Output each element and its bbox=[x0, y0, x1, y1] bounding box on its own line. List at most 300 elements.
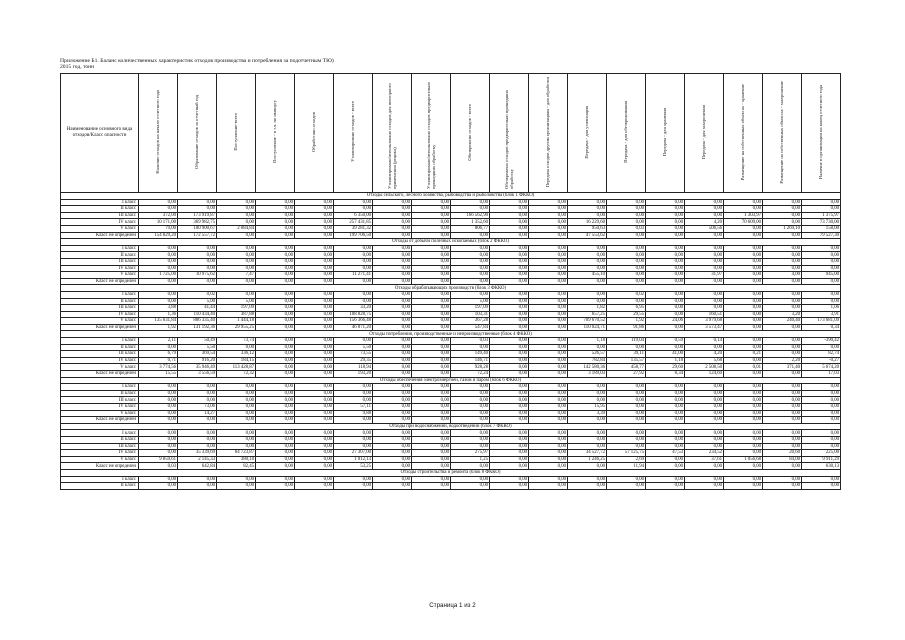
table-cell: 0,00 bbox=[139, 206, 178, 213]
table-cell: 50,49 bbox=[178, 338, 217, 345]
table-cell: 0,00 bbox=[724, 463, 763, 470]
table-cell: 0,00 bbox=[256, 212, 295, 219]
table-cell: 1,92 bbox=[607, 318, 646, 325]
table-cell: 0,00 bbox=[334, 430, 373, 437]
table-cell: 0,00 bbox=[334, 258, 373, 265]
table-cell: 73,74 bbox=[217, 338, 256, 345]
table-cell: 0,00 bbox=[412, 430, 451, 437]
table-cell: 0,00 bbox=[724, 265, 763, 272]
table-cell: 0,00 bbox=[373, 430, 412, 437]
table-cell: 0,00 bbox=[607, 212, 646, 219]
table-cell: 0,00 bbox=[451, 410, 490, 417]
table-cell: 0,00 bbox=[412, 324, 451, 331]
table-cell: 458,77 bbox=[607, 364, 646, 371]
table-cell: 0,00 bbox=[373, 311, 412, 318]
table-cell: 131 192,36 bbox=[178, 324, 217, 331]
table-cell: 0,00 bbox=[724, 272, 763, 279]
table-cell: 0,00 bbox=[490, 252, 529, 259]
table-cell: 1 352,60 bbox=[451, 219, 490, 226]
table-cell: 0,00 bbox=[763, 206, 802, 213]
table-row bbox=[61, 436, 841, 443]
table-cell: 0,00 bbox=[724, 245, 763, 252]
table-cell: 0,00 bbox=[178, 245, 217, 252]
table-row bbox=[61, 410, 841, 417]
table-cell: 0,00 bbox=[685, 463, 724, 470]
header-column-label: Наличие в организации на конец отчетного года bbox=[818, 84, 824, 179]
table-cell: 0,00 bbox=[334, 338, 373, 345]
table-cell: 0,00 bbox=[646, 436, 685, 443]
table-cell: 0,00 bbox=[685, 252, 724, 259]
table-cell: 1,18 bbox=[646, 357, 685, 364]
table-cell: 0,00 bbox=[295, 443, 334, 450]
table-cell: 0,00 bbox=[295, 219, 334, 226]
table-cell: 0,00 bbox=[334, 278, 373, 285]
table-cell: 0,00 bbox=[607, 232, 646, 239]
table-cell: 0,00 bbox=[451, 397, 490, 404]
table-cell: 197,09 bbox=[451, 305, 490, 312]
table-cell: 369 982,75 bbox=[178, 219, 217, 226]
table-cell: 0,00 bbox=[373, 371, 412, 378]
table-cell: 0,00 bbox=[646, 311, 685, 318]
header-column-3 bbox=[217, 74, 256, 193]
table-cell: 0,00 bbox=[373, 410, 412, 417]
table-cell: 0,00 bbox=[256, 278, 295, 285]
table-cell: 0,00 bbox=[802, 390, 841, 397]
table-cell: 0,34 bbox=[802, 324, 841, 331]
table-cell: 0,00 bbox=[490, 476, 529, 483]
table-cell: 0,00 bbox=[568, 278, 607, 285]
table-cell: 0,00 bbox=[178, 483, 217, 490]
table-cell: 0,00 bbox=[139, 278, 178, 285]
table-cell: 0,00 bbox=[373, 404, 412, 411]
section-title: Отходы обрабатывающих производств (блок 3 ФККО) bbox=[61, 285, 841, 292]
table-cell: 0,00 bbox=[607, 483, 646, 490]
table-cell: 0,00 bbox=[724, 450, 763, 457]
table-cell: 0,00 bbox=[607, 252, 646, 259]
table-cell: 0,00 bbox=[334, 265, 373, 272]
table-cell: 0,00 bbox=[451, 344, 490, 351]
header-column-label: Утилизировано отходов - всего bbox=[350, 101, 356, 163]
row-label: Класс не определен bbox=[61, 278, 139, 285]
table-cell: 0,00 bbox=[256, 305, 295, 312]
table-cell: 142 580,36 bbox=[568, 364, 607, 371]
table-cell: 0,00 bbox=[529, 344, 568, 351]
table-cell: 0,00 bbox=[685, 344, 724, 351]
table-cell: 0,00 bbox=[529, 436, 568, 443]
table-cell: 0,00 bbox=[373, 417, 412, 424]
table-cell: 0,00 bbox=[178, 417, 217, 424]
table-cell: 0,00 bbox=[607, 430, 646, 437]
table-cell: 35 946,49 bbox=[178, 364, 217, 371]
table-cell: 199 706,50 bbox=[334, 232, 373, 239]
table-cell: 0,00 bbox=[412, 417, 451, 424]
table-cell: 0,00 bbox=[412, 212, 451, 219]
table-cell: 2 145,33 bbox=[178, 456, 217, 463]
table-body bbox=[61, 193, 841, 490]
table-cell: 0,00 bbox=[685, 404, 724, 411]
header-column-label: Обработано отходов bbox=[311, 111, 317, 152]
table-cell: 6 350,00 bbox=[334, 212, 373, 219]
table-cell: 0,00 bbox=[490, 364, 529, 371]
table-cell: 0,00 bbox=[295, 450, 334, 457]
document-title bbox=[60, 58, 334, 71]
table-cell: 103,31 bbox=[451, 311, 490, 318]
table-cell: 0,00 bbox=[646, 476, 685, 483]
table-cell: 2 084,84 bbox=[217, 225, 256, 232]
section-title: Отходы потребления, производственные и непроизводственные (блок 4 ФККО) bbox=[61, 331, 841, 338]
table-cell: 945,00 bbox=[802, 272, 841, 279]
table-cell: 0,00 bbox=[373, 456, 412, 463]
table-cell: 113 428,87 bbox=[217, 364, 256, 371]
table-cell: 0,00 bbox=[529, 324, 568, 331]
row-label: I класс bbox=[61, 291, 139, 298]
table-cell: 149,40 bbox=[451, 351, 490, 358]
table-cell: 0,00 bbox=[724, 410, 763, 417]
row-label: II класс bbox=[61, 483, 139, 490]
table-row bbox=[61, 450, 841, 457]
table-row bbox=[61, 245, 841, 252]
table-cell: 916,20 bbox=[178, 357, 217, 364]
table-row bbox=[61, 463, 841, 470]
table-cell: 0,00 bbox=[802, 258, 841, 265]
table-cell: 234,52 bbox=[685, 450, 724, 457]
table-cell: 0,00 bbox=[646, 298, 685, 305]
table-cell: 0,00 bbox=[802, 298, 841, 305]
row-label: Класс не определен bbox=[61, 417, 139, 424]
table-cell: 0,00 bbox=[607, 397, 646, 404]
table-cell: 0,00 bbox=[412, 450, 451, 457]
table-cell: 0,00 bbox=[568, 265, 607, 272]
table-cell: 0,00 bbox=[763, 232, 802, 239]
table-cell: 0,00 bbox=[763, 265, 802, 272]
table-cell: 0,00 bbox=[646, 443, 685, 450]
table-cell: 9 859,61 bbox=[139, 456, 178, 463]
table-cell: 0,00 bbox=[295, 252, 334, 259]
table-cell: 0,00 bbox=[412, 476, 451, 483]
table-cell: 0,00 bbox=[412, 410, 451, 417]
table-cell: 0,00 bbox=[412, 298, 451, 305]
table-cell: 0,00 bbox=[256, 252, 295, 259]
table-cell: 0,00 bbox=[646, 232, 685, 239]
table-cell: 0,00 bbox=[295, 265, 334, 272]
table-cell: 0,00 bbox=[256, 291, 295, 298]
table-cell: 0,00 bbox=[451, 291, 490, 298]
table-cell: 0,00 bbox=[412, 404, 451, 411]
table-cell: 0,00 bbox=[139, 384, 178, 391]
header-column-7 bbox=[373, 74, 412, 193]
table-cell: -0,27 bbox=[802, 357, 841, 364]
table-cell: 0,00 bbox=[490, 225, 529, 232]
table-cell: 0,00 bbox=[568, 206, 607, 213]
table-cell: 0,00 bbox=[763, 338, 802, 345]
table-cell: 0,00 bbox=[295, 232, 334, 239]
table-cell: 4,20 bbox=[685, 219, 724, 226]
table-cell: 0,00 bbox=[334, 417, 373, 424]
title-line-2: 2015 год, тонн bbox=[60, 64, 95, 71]
table-cell: 0,00 bbox=[490, 390, 529, 397]
table-cell: 0,00 bbox=[568, 483, 607, 490]
table-cell: 0,00 bbox=[724, 483, 763, 490]
table-cell: 0,00 bbox=[256, 404, 295, 411]
table-cell: 0,00 bbox=[685, 417, 724, 424]
table-cell: 0,00 bbox=[373, 219, 412, 226]
table-cell: 0,00 bbox=[646, 324, 685, 331]
table-cell: 100 900,67 bbox=[178, 225, 217, 232]
table-cell: 526,57 bbox=[568, 351, 607, 358]
table-cell: 0,00 bbox=[217, 206, 256, 213]
table-cell: 0,00 bbox=[139, 258, 178, 265]
table-cell: 0,00 bbox=[490, 456, 529, 463]
table-cell: 0,00 bbox=[334, 390, 373, 397]
table-cell: 0,00 bbox=[256, 357, 295, 364]
row-label: III класс bbox=[61, 305, 139, 312]
table-cell: 0,00 bbox=[412, 245, 451, 252]
table-cell: 0,00 bbox=[334, 298, 373, 305]
table-cell: 0,00 bbox=[802, 430, 841, 437]
header-column-12 bbox=[568, 74, 607, 193]
table-cell: 9,88 bbox=[334, 410, 373, 417]
table-cell: 950,63 bbox=[568, 225, 607, 232]
table-cell: 4,00 bbox=[763, 272, 802, 279]
table-cell: 0,00 bbox=[490, 258, 529, 265]
table-cell: 709 670,52 bbox=[568, 318, 607, 325]
table-cell: 0,00 bbox=[802, 404, 841, 411]
header-column-6 bbox=[334, 74, 373, 193]
table-cell: 0,00 bbox=[724, 318, 763, 325]
row-label: III класс bbox=[61, 443, 139, 450]
table-cell: 0,00 bbox=[685, 476, 724, 483]
table-cell: 0,00 bbox=[139, 291, 178, 298]
table-cell: 0,00 bbox=[373, 344, 412, 351]
table-cell: 0,00 bbox=[607, 436, 646, 443]
table-cell: 0,00 bbox=[451, 245, 490, 252]
table-cell: 0,00 bbox=[529, 258, 568, 265]
table-cell: 0,00 bbox=[529, 404, 568, 411]
page-footer: Страница 1 из 2 bbox=[429, 602, 476, 609]
table-cell: 173 919,87 bbox=[178, 212, 217, 219]
table-cell: 0,00 bbox=[607, 384, 646, 391]
table-cell: 0,00 bbox=[724, 225, 763, 232]
table-cell: 20,60 bbox=[763, 450, 802, 457]
table-cell: 0,00 bbox=[217, 397, 256, 404]
table-cell: 0,00 bbox=[724, 430, 763, 437]
table-cell: 0,00 bbox=[256, 265, 295, 272]
table-cell: 0,00 bbox=[412, 344, 451, 351]
table-cell: 0,00 bbox=[451, 463, 490, 470]
section-header-row bbox=[61, 331, 841, 338]
table-cell: 118,94 bbox=[334, 364, 373, 371]
section-header-row bbox=[61, 239, 841, 246]
header-column-label: Поступление - в т.ч. по импорту bbox=[272, 100, 278, 164]
table-cell: 0,00 bbox=[295, 338, 334, 345]
table-cell: 0,00 bbox=[646, 199, 685, 206]
table-cell: 24,06 bbox=[646, 318, 685, 325]
table-cell: 0,00 bbox=[295, 311, 334, 318]
table-cell: 0,00 bbox=[529, 219, 568, 226]
table-cell: 0,00 bbox=[529, 351, 568, 358]
table-cell: 0,00 bbox=[412, 357, 451, 364]
table-cell: 0,00 bbox=[529, 456, 568, 463]
table-cell: 0,00 bbox=[178, 265, 217, 272]
row-label: V класс bbox=[61, 456, 139, 463]
table-cell: 0,00 bbox=[529, 357, 568, 364]
table-cell: 0,00 bbox=[373, 232, 412, 239]
table-row bbox=[61, 417, 841, 424]
table-cell: 0,00 bbox=[373, 318, 412, 325]
table-cell: 5,50 bbox=[334, 344, 373, 351]
table-cell: 5,00 bbox=[451, 298, 490, 305]
table-cell: 0,00 bbox=[724, 404, 763, 411]
table-cell: 0,00 bbox=[568, 212, 607, 219]
table-row bbox=[61, 351, 841, 358]
table-row bbox=[61, 318, 841, 325]
table-cell: 0,00 bbox=[490, 357, 529, 364]
header-column-label: Образование отходов за отчетный год bbox=[194, 94, 200, 169]
table-cell: 0,00 bbox=[646, 456, 685, 463]
table-cell: 70 609,00 bbox=[724, 219, 763, 226]
table-cell: 158,00 bbox=[802, 225, 841, 232]
table-cell: 0,00 bbox=[490, 450, 529, 457]
table-cell: 0,00 bbox=[373, 476, 412, 483]
table-row bbox=[61, 404, 841, 411]
table-cell: 0,00 bbox=[373, 436, 412, 443]
table-cell: 0,00 bbox=[529, 397, 568, 404]
row-label: I класс bbox=[61, 384, 139, 391]
header-name-column: Наименование основного вида отходов/Класс опасности bbox=[61, 74, 139, 193]
table-cell: 0,00 bbox=[685, 298, 724, 305]
header-column-label: Наличие отходов на начало отчетного года bbox=[155, 90, 161, 174]
section-title: Отходы строительства и ремонта (блок 8 ФККО) bbox=[61, 469, 841, 476]
table-cell: 0,00 bbox=[802, 199, 841, 206]
table-cell: 79 527,30 bbox=[802, 232, 841, 239]
row-label: II класс bbox=[61, 436, 139, 443]
table-cell: 0,00 bbox=[529, 272, 568, 279]
table-cell: 0,00 bbox=[490, 344, 529, 351]
table-cell: 0,00 bbox=[451, 252, 490, 259]
table-cell: 0,00 bbox=[763, 436, 802, 443]
table-cell: 0,03 bbox=[607, 225, 646, 232]
table-cell: 0,00 bbox=[724, 324, 763, 331]
header-column-10 bbox=[490, 74, 529, 193]
table-cell: 0,00 bbox=[529, 384, 568, 391]
table-cell: 0,21 bbox=[724, 351, 763, 358]
table-cell: 0,00 bbox=[490, 443, 529, 450]
table-cell: 0,00 bbox=[529, 206, 568, 213]
table-cell: 0,00 bbox=[451, 272, 490, 279]
table-cell: 0,00 bbox=[217, 232, 256, 239]
table-cell: 1,36 bbox=[139, 311, 178, 318]
table-cell: 0,00 bbox=[178, 206, 217, 213]
row-label: I класс bbox=[61, 245, 139, 252]
table-cell: 0,00 bbox=[334, 476, 373, 483]
table-cell: 0,00 bbox=[490, 212, 529, 219]
table-cell: 47,53 bbox=[646, 450, 685, 457]
table-cell: 0,00 bbox=[256, 272, 295, 279]
table-cell: 5,00 bbox=[178, 298, 217, 305]
section-header-row bbox=[61, 285, 841, 292]
table-cell: 0,00 bbox=[490, 410, 529, 417]
table-cell: 29,55 bbox=[607, 311, 646, 318]
table-cell: 0,00 bbox=[724, 298, 763, 305]
table-cell: 0,00 bbox=[646, 305, 685, 312]
table-cell: 642,84 bbox=[178, 463, 217, 470]
table-cell: 0,00 bbox=[646, 430, 685, 437]
table-cell: 173 681,09 bbox=[802, 318, 841, 325]
table-row bbox=[61, 430, 841, 437]
table-cell: 8,34 bbox=[646, 371, 685, 378]
table-row bbox=[61, 258, 841, 265]
table-cell: 0,00 bbox=[646, 278, 685, 285]
table-cell: 0,00 bbox=[334, 483, 373, 490]
table-row bbox=[61, 397, 841, 404]
row-label: IV класс bbox=[61, 219, 139, 226]
table-cell: 0,00 bbox=[607, 219, 646, 226]
table-cell: 46 871,20 bbox=[334, 324, 373, 331]
table-cell: 73,55 bbox=[334, 351, 373, 358]
table-cell: 0,00 bbox=[178, 430, 217, 437]
table-cell: 0,00 bbox=[568, 430, 607, 437]
table-cell: 0,00 bbox=[334, 291, 373, 298]
table-cell: 0,00 bbox=[763, 371, 802, 378]
table-cell: 57,11 bbox=[334, 404, 373, 411]
table-cell: 0,00 bbox=[139, 404, 178, 411]
table-cell: 0,00 bbox=[529, 311, 568, 318]
table-row bbox=[61, 371, 841, 378]
table-cell: 0,00 bbox=[802, 417, 841, 424]
header-column-5 bbox=[295, 74, 334, 193]
table-cell: 3,91 bbox=[802, 311, 841, 318]
table-cell: 0,00 bbox=[724, 476, 763, 483]
table-cell: 0,00 bbox=[763, 410, 802, 417]
table-cell: 0,00 bbox=[763, 199, 802, 206]
header-column-14 bbox=[646, 74, 685, 193]
table-cell: 0,00 bbox=[802, 245, 841, 252]
header-column-label: Поступление-всего bbox=[233, 113, 239, 151]
table-cell: 0,00 bbox=[490, 311, 529, 318]
table-cell: 0,00 bbox=[139, 476, 178, 483]
table-cell: 0,00 bbox=[295, 463, 334, 470]
table-row bbox=[61, 324, 841, 331]
header-column-13 bbox=[607, 74, 646, 193]
table-cell: 0,00 bbox=[529, 305, 568, 312]
table-cell: 0,00 bbox=[490, 436, 529, 443]
row-label: Класс не определен bbox=[61, 232, 139, 239]
table-cell: 41,44 bbox=[178, 305, 217, 312]
table-cell: 0,00 bbox=[412, 338, 451, 345]
table-cell: 0,00 bbox=[256, 483, 295, 490]
table-cell: 124,69 bbox=[685, 371, 724, 378]
table-cell: 0,00 bbox=[646, 410, 685, 417]
table-cell: 34 527,72 bbox=[568, 450, 607, 457]
table-cell: 0,00 bbox=[763, 483, 802, 490]
table-cell: 0,00 bbox=[295, 206, 334, 213]
table-cell: 0,00 bbox=[373, 272, 412, 279]
table-cell: 0,00 bbox=[802, 344, 841, 351]
table-cell: 0,00 bbox=[373, 206, 412, 213]
table-cell: 0,00 bbox=[607, 404, 646, 411]
table-cell: 0,00 bbox=[295, 410, 334, 417]
table-cell: 1,82 bbox=[568, 305, 607, 312]
table-cell: 0,00 bbox=[685, 206, 724, 213]
table-cell: 0,00 bbox=[724, 305, 763, 312]
table-cell: 0,00 bbox=[295, 324, 334, 331]
table-cell: 0,00 bbox=[763, 443, 802, 450]
table-cell: 0,00 bbox=[256, 443, 295, 450]
table-cell: 0,00 bbox=[373, 357, 412, 364]
table-cell: 0,00 bbox=[412, 265, 451, 272]
table-cell: 6,79 bbox=[139, 351, 178, 358]
table-cell: 0,00 bbox=[685, 291, 724, 298]
